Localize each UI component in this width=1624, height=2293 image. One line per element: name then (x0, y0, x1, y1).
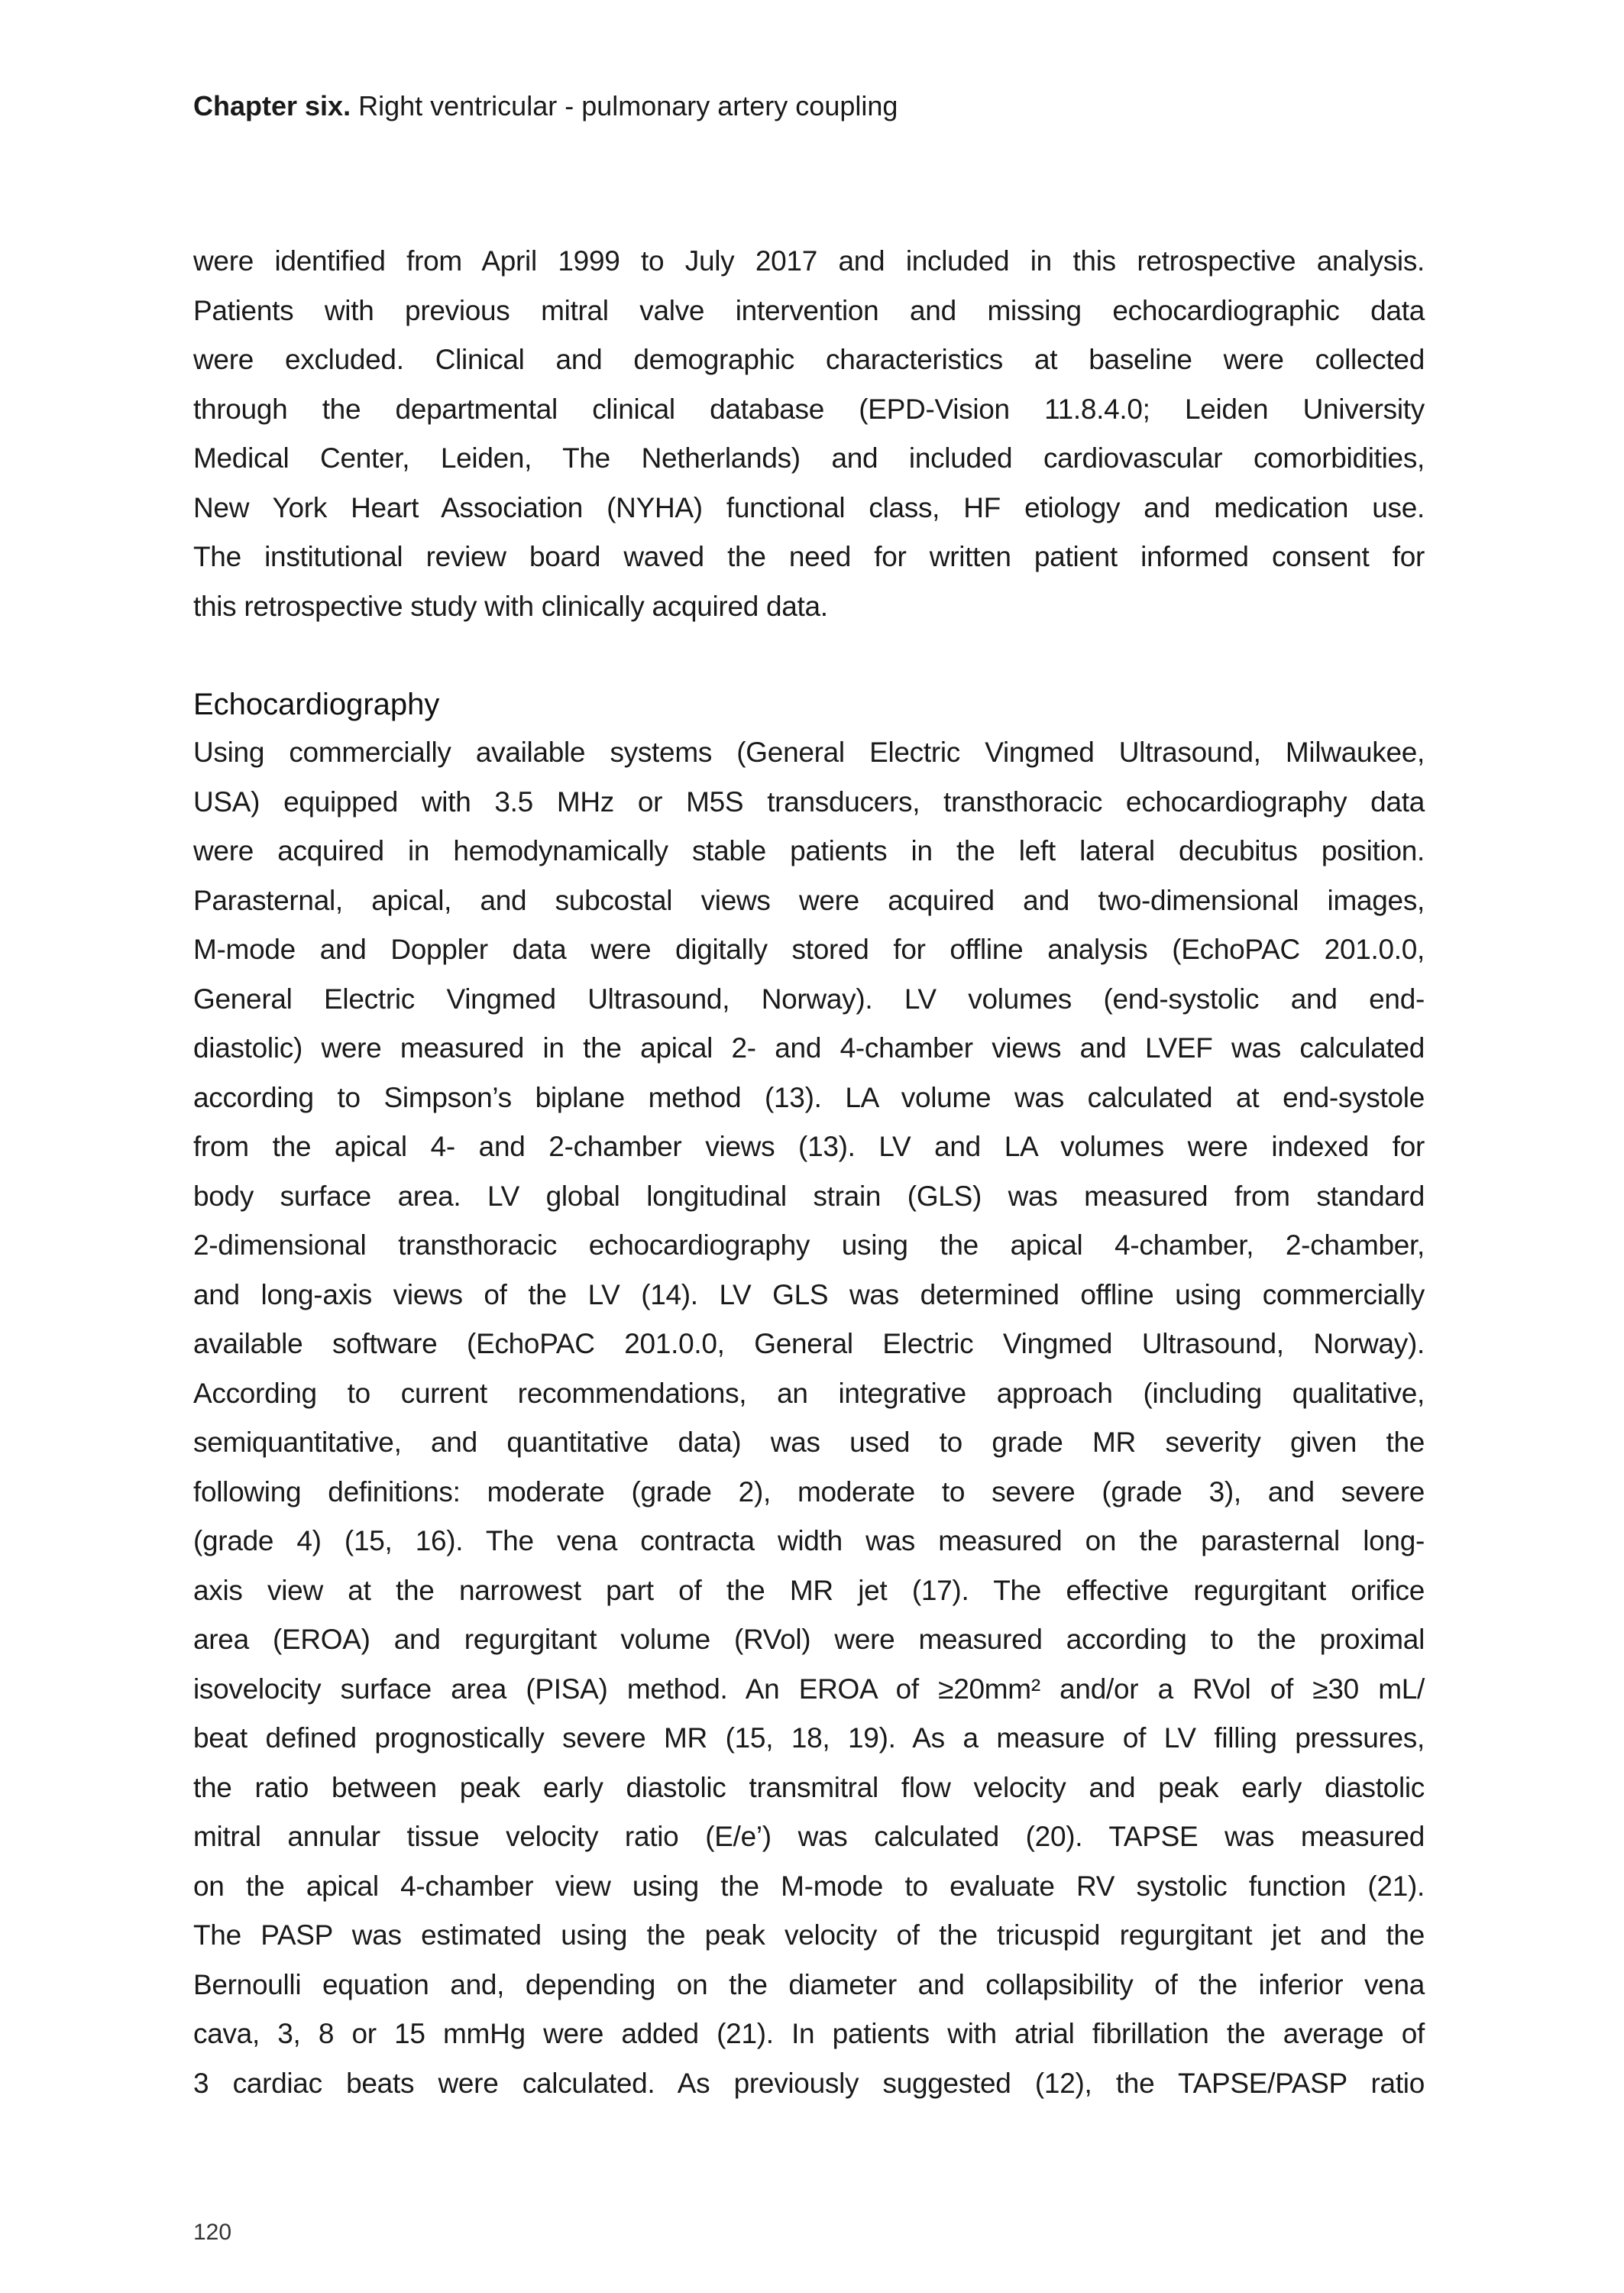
paragraph-echocardiography (193, 728, 1425, 2108)
text-line: Bernoulli equation and, depending on the diameter and collapsibility of the inferior vena (193, 1968, 1425, 2000)
text-line: area (EROA) and regurgitant volume (RVol) were measured according to the proximal (193, 1624, 1425, 1655)
text-line: beat defined prognostically severe MR (15, 18, 19). As a measure of LV filling pressures, (193, 1722, 1425, 1754)
text-line: USA) equipped with 3.5 MHz or M5S transducers, transthoracic echocardiography data (193, 785, 1425, 818)
text-line: Parasternal, apical, and subcostal views were acquired and two-dimensional images, (193, 884, 1425, 916)
text-line: Medical Center, Leiden, The Netherlands) and included cardiovascular comorbidities, (193, 442, 1425, 474)
text-line: General Electric Vingmed Ultrasound, Norway). LV volumes (end-systolic and end- (193, 983, 1425, 1015)
chapter-title: Right ventricular - pulmonary artery coupling (358, 90, 898, 121)
text-line: The institutional review board waved the need for written patient informed consent for (193, 541, 1425, 572)
text-line: (grade 4) (15, 16). The vena contracta width was measured on the parasternal long- (193, 1525, 1425, 1556)
text-line: according to Simpson’s biplane method (13). LA volume was calculated at end-systole (193, 1081, 1425, 1113)
text-line: Patients with previous mitral valve intervention and missing echocardiographic data (193, 294, 1425, 326)
text-line: cava, 3, 8 or 15 mmHg were added (21). In patients with atrial fibrillation the average of (193, 2018, 1425, 2049)
text-line: New York Heart Association (NYHA) functional class, HF etiology and medication use. (193, 491, 1425, 523)
text-line: According to current recommendations, an integrative approach (including qualitative, (193, 1377, 1425, 1409)
text-line: the ratio between peak early diastolic transmitral flow velocity and peak early diastolic (193, 1771, 1425, 1803)
text-line: from the apical 4- and 2-chamber views (13). LV and LA volumes were indexed for (193, 1131, 1425, 1162)
text-line: Using commercially available systems (General Electric Vingmed Ultrasound, Milwaukee, (193, 737, 1425, 768)
text-line: axis view at the narrowest part of the MR jet (17). The effective regurgitant orifice (193, 1574, 1425, 1606)
section-heading: Echocardiography (193, 688, 440, 721)
text-line: on the apical 4-chamber view using the M-mode to evaluate RV systolic function (21). (193, 1870, 1425, 1902)
text-line: this retrospective study with clinically acquired data. (193, 590, 828, 622)
text-line: diastolic) were measured in the apical 2- and 4-chamber views and LVEF was calculated (193, 1032, 1425, 1064)
text-line: The PASP was estimated using the peak velocity of the tricuspid regurgitant jet and the (193, 1919, 1425, 1951)
text-line: body surface area. LV global longitudinal strain (GLS) was measured from standard (193, 1180, 1425, 1212)
text-line: available software (EchoPAC 201.0.0, General Electric Vingmed Ultrasound, Norway). (193, 1328, 1425, 1359)
text-line: 2-dimensional transthoracic echocardiography using the apical 4-chamber, 2-chamber, (193, 1229, 1425, 1261)
text-line: were identified from April 1999 to July 2017 and included in this retrospective analysis. (193, 245, 1425, 277)
running-header (193, 90, 898, 122)
text-line: following definitions: moderate (grade 2), moderate to severe (grade 3), and severe (193, 1475, 1425, 1508)
text-line: and long-axis views of the LV (14). LV GLS was determined offline using commercially (193, 1278, 1425, 1310)
text-line: were acquired in hemodynamically stable patients in the left lateral decubitus position. (193, 835, 1425, 866)
text-line: were excluded. Clinical and demographic characteristics at baseline were collected (193, 344, 1425, 375)
text-line: M-mode and Doppler data were digitally stored for offline analysis (EchoPAC 201.0.0, (193, 934, 1425, 965)
text-line: 3 cardiac beats were calculated. As previously suggested (12), the TAPSE/PASP ratio (193, 2067, 1425, 2099)
text-line: mitral annular tissue velocity ratio (E/e’) was calculated (20). TAPSE was measured (193, 1821, 1425, 1852)
text-line: semiquantitative, and quantitative data) was used to grade MR severity given the (193, 1427, 1425, 1458)
chapter-label: Chapter six. (193, 90, 351, 121)
text-line: isovelocity surface area (PISA) method. An EROA of ≥20mm² and/or a RVol of ≥30 mL/ (193, 1673, 1425, 1705)
paragraph-study-population (193, 237, 1425, 631)
text-line: through the departmental clinical database (EPD-Vision 11.8.4.0; Leiden University (193, 393, 1425, 425)
page-number: 120 (193, 2220, 232, 2245)
